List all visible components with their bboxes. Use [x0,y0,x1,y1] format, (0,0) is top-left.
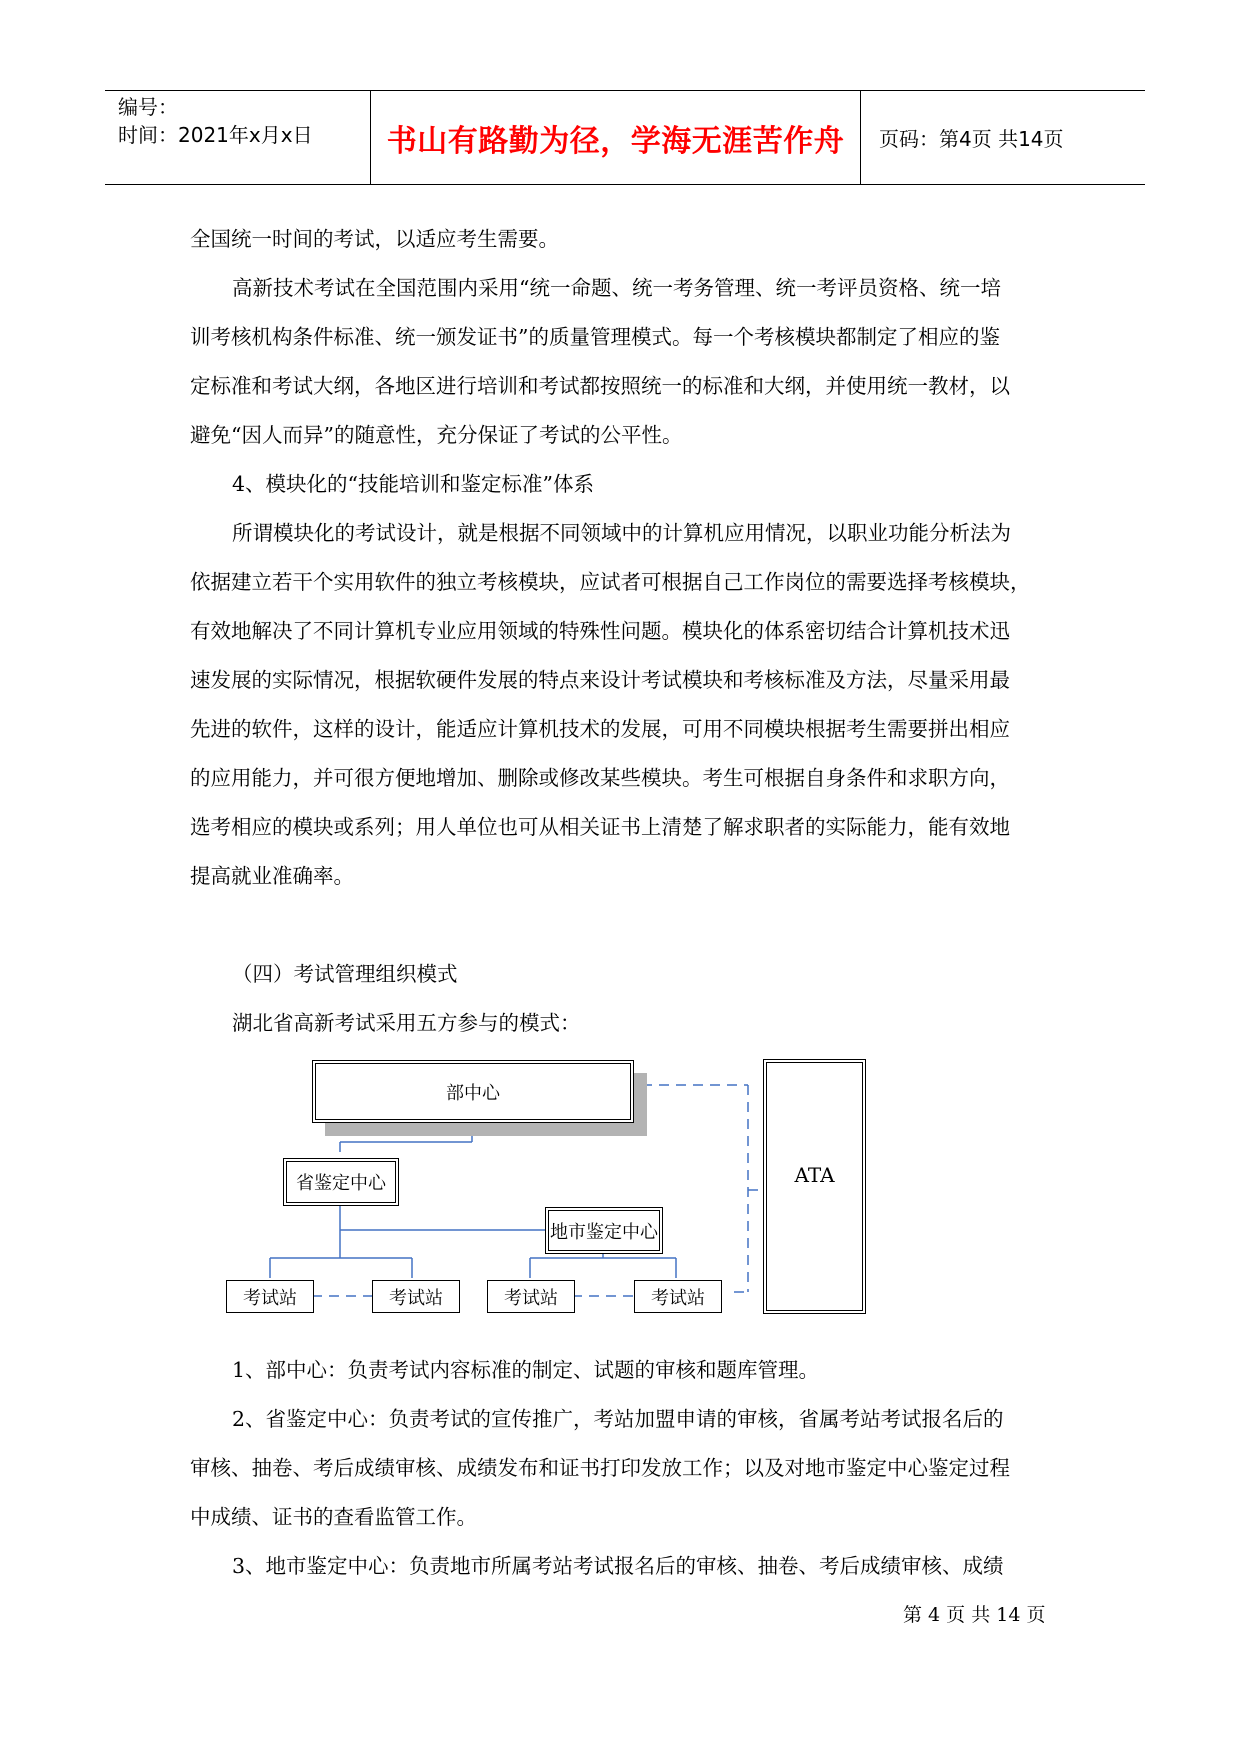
city-center-box [545,1207,663,1254]
paragraph-2-line-7: 选考相应的模块或系列；用人单位也可从相关证书上清楚了解求职者的实际能力，能有效地 [190,815,1010,839]
item-2-line-3: 中成绩、证书的查看监管工作。 [190,1505,477,1529]
number-label: 编号： [118,95,178,119]
paragraph-2-line-8: 提高就业准确率。 [190,864,354,888]
subheading-4: 4、模块化的“技能培训和鉴定标准”体系 [232,472,595,496]
diagram-intro: 湖北省高新考试采用五方参与的模式： [232,1011,581,1035]
exam-station-box [634,1280,722,1313]
item-3-first-line: 3、地市鉴定中心：负责地市所属考站考试报名后的审核、抽卷、考后成绩审核、成绩 [232,1554,1004,1578]
header-motto: 书山有路勤为径，学海无涯苦作舟 [386,123,845,159]
paragraph-continuation: 全国统一时间的考试，以适应考生需要。 [190,227,559,251]
exam-station-label: 考试站 [651,1287,705,1309]
exam-station-box [372,1280,460,1313]
paragraph-2-line-2: 依据建立若干个实用软件的独立考核模块，应试者可根据自己工作岗位的需要选择考核模块， [190,570,1031,594]
header-page-info: 页码：第4页 共14页 [879,127,1064,151]
page-footer: 第 4 页 共 14 页 [903,1604,1046,1626]
item-1: 1、部中心：负责考试内容标准的制定、试题的审核和题库管理。 [232,1358,820,1382]
ata-box [763,1059,866,1314]
exam-station-box [226,1280,314,1313]
paragraph-2-line-4: 速发展的实际情况，根据软硬件发展的特点来设计考试模块和考核标准及方法，尽量采用最 [190,668,1010,692]
ata-label: ATA [794,1163,835,1187]
time-label: 时间：2021年x月x日 [118,123,313,147]
section-heading-4: （四）考试管理组织模式 [232,962,458,986]
city-center-label: 地市鉴定中心 [550,1221,658,1243]
paragraph-1-line-2: 训考核机构条件标准、统一颁发证书”的质量管理模式。每一个考核模块都制定了相应的鉴 [190,325,1000,349]
ministry-center-box [312,1060,634,1123]
item-2-first-line: 2、省鉴定中心：负责考试的宣传推广，考站加盟申请的审核，省属考站考试报名后的 [232,1407,1004,1431]
exam-station-box [487,1280,575,1313]
ministry-center-label: 部中心 [446,1082,500,1104]
paragraph-1-line-4: 避免“因人而异”的随意性，充分保证了考试的公平性。 [190,423,683,447]
exam-station-label: 考试站 [504,1287,558,1309]
paragraph-1-first-line: 高新技术考试在全国范围内采用“统一命题、统一考务管理、统一考评员资格、统一培 [232,276,1001,300]
paragraph-1-line-3: 定标准和考试大纲，各地区进行培训和考试都按照统一的标准和大纲，并使用统一教材，以 [190,374,1010,398]
province-center-box [283,1158,399,1206]
paragraph-2-line-3: 有效地解决了不同计算机专业应用领域的特殊性问题。模块化的体系密切结合计算机技术迅 [190,619,1010,643]
exam-station-label: 考试站 [389,1287,443,1309]
province-center-label: 省鉴定中心 [296,1173,386,1194]
item-2-line-2: 审核、抽卷、考后成绩审核、成绩发布和证书打印发放工作；以及对地市鉴定中心鉴定过程 [190,1456,1010,1480]
paragraph-2-line-6: 的应用能力，并可很方便地增加、删除或修改某些模块。考生可根据自身条件和求职方向， [190,766,1010,790]
paragraph-2-line-5: 先进的软件，这样的设计，能适应计算机技术的发展，可用不同模块根据考生需要拼出相应 [190,717,1010,741]
exam-station-label: 考试站 [243,1287,297,1309]
paragraph-2-first-line: 所谓模块化的考试设计，就是根据不同领域中的计算机应用情况，以职业功能分析法为 [232,521,1011,545]
